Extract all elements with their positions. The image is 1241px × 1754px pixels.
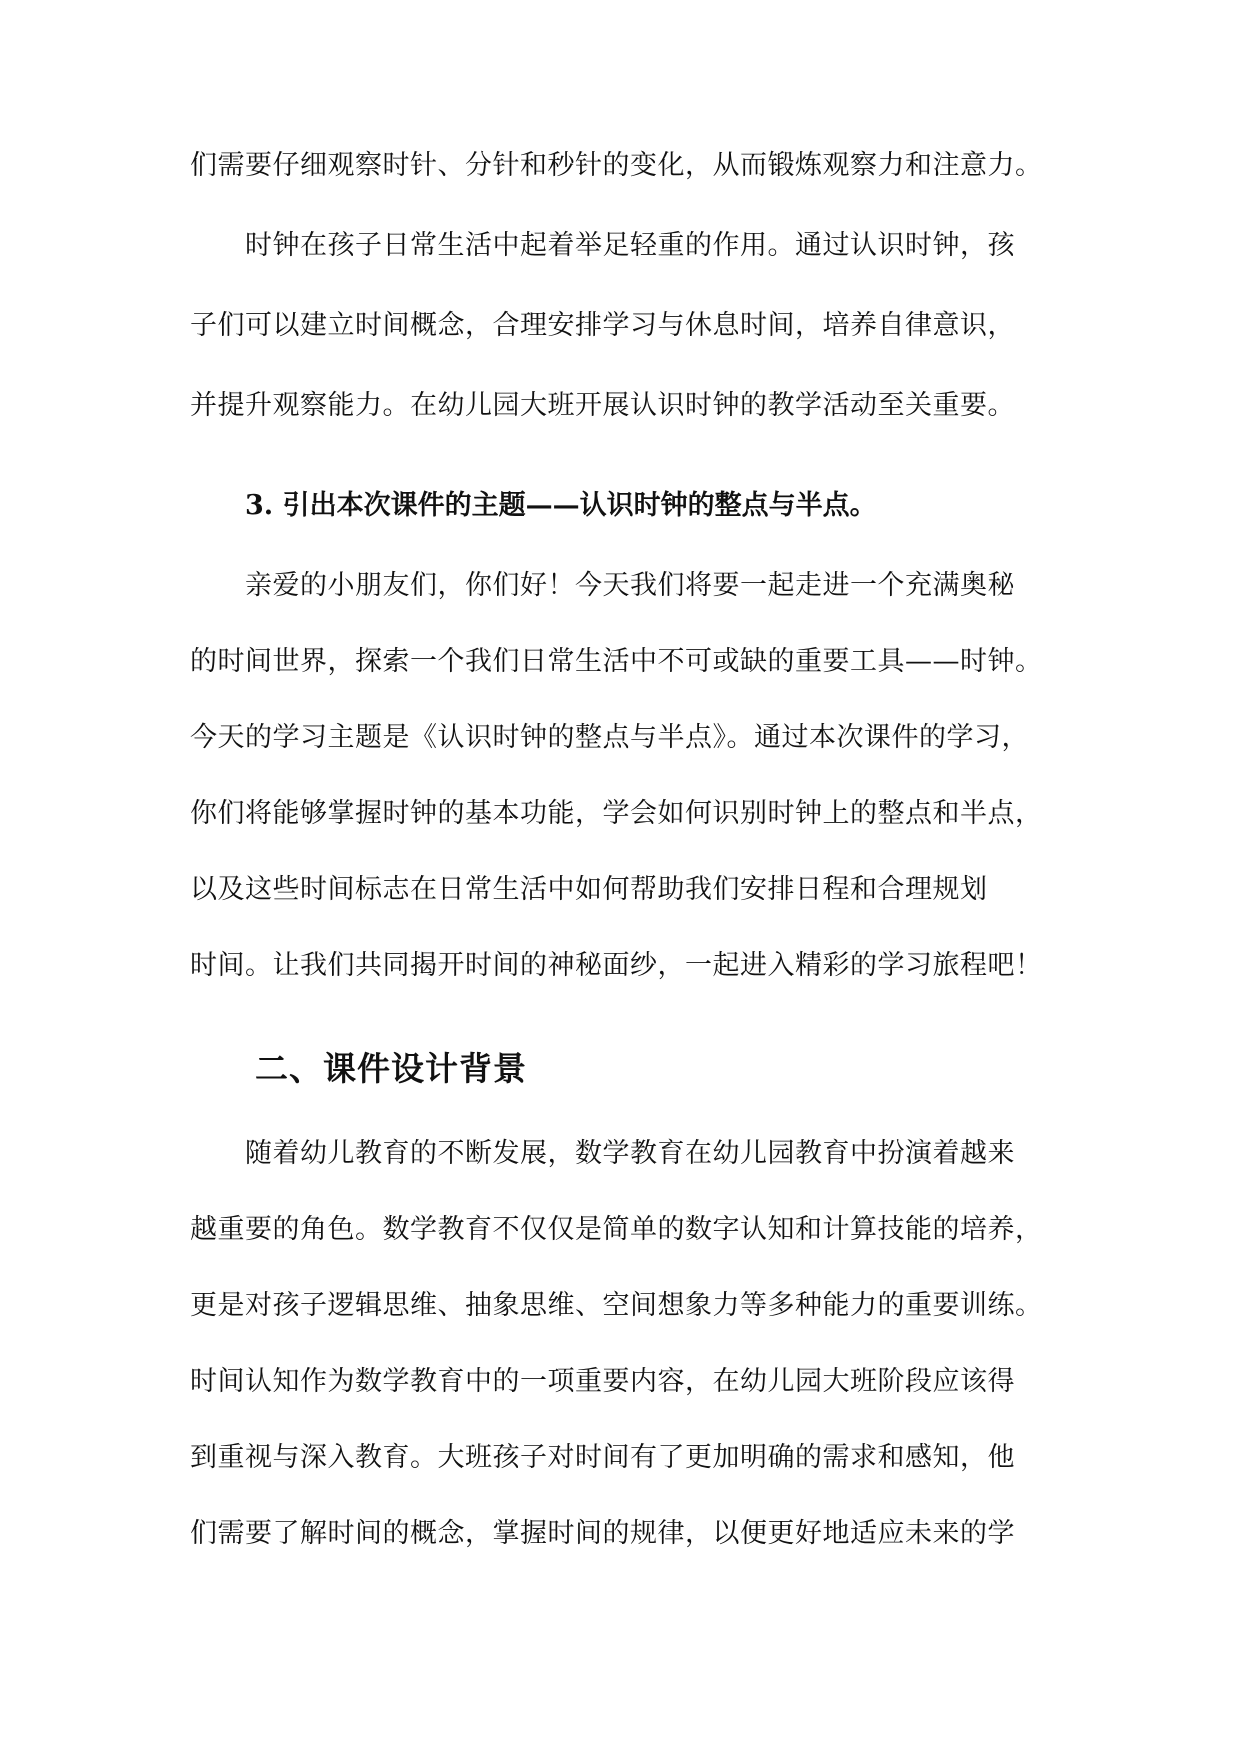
paragraph-line: 时间。让我们共同揭开时间的神秘面纱，一起进入精彩的学习旅程吧！: [190, 950, 1043, 981]
section-heading: 二、课件设计背景: [255, 1049, 527, 1088]
paragraph-line: 子们可以建立时间概念，合理安排学习与休息时间，培养自律意识，: [190, 310, 1015, 341]
paragraph-line: 到重视与深入教育。大班孩子对时间有了更加明确的需求和感知，他: [190, 1442, 1015, 1473]
paragraph-line: 越重要的角色。数学教育不仅仅是简单的数字认知和计算技能的培养，: [190, 1214, 1043, 1245]
paragraph-line: 今天的学习主题是《认识时钟的整点与半点》。通过本次课件的学习，: [190, 722, 1029, 753]
paragraph-line: 时间认知作为数学教育中的一项重要内容，在幼儿园大班阶段应该得: [190, 1366, 1015, 1397]
paragraph-line: 们需要了解时间的概念，掌握时间的规律，以便更好地适应未来的学: [190, 1518, 1015, 1549]
paragraph-line: 以及这些时间标志在日常生活中如何帮助我们安排日程和合理规划: [190, 874, 988, 905]
section-subheading: 3. 引出本次课件的主题——认识时钟的整点与半点。: [245, 490, 877, 521]
paragraph-line: 的时间世界，探索一个我们日常生活中不可或缺的重要工具——时钟。: [190, 646, 1043, 677]
paragraph-line: 时钟在孩子日常生活中起着举足轻重的作用。通过认识时钟，孩: [245, 230, 1015, 261]
paragraph-line: 更是对孩子逻辑思维、抽象思维、空间想象力等多种能力的重要训练。: [190, 1290, 1043, 1321]
paragraph-line: 们需要仔细观察时针、分针和秒针的变化，从而锻炼观察力和注意力。: [190, 150, 1043, 181]
paragraph-line: 亲爱的小朋友们，你们好！今天我们将要一起走进一个充满奥秘: [245, 570, 1015, 601]
paragraph-line: 你们将能够掌握时钟的基本功能，学会如何识别时钟上的整点和半点，: [190, 798, 1043, 829]
paragraph-line: 随着幼儿教育的不断发展，数学教育在幼儿园教育中扮演着越来: [245, 1138, 1015, 1169]
paragraph-line: 并提升观察能力。在幼儿园大班开展认识时钟的教学活动至关重要。: [190, 390, 1015, 421]
